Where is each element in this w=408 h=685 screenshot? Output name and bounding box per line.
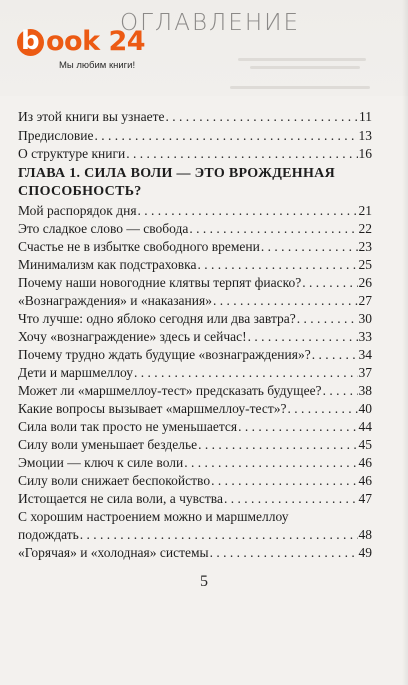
toc-entry-page: 13 [358, 128, 372, 143]
toc-entry-page: 44 [358, 419, 372, 434]
toc-entry-page: 25 [358, 257, 372, 272]
toc-entry-page: 26 [358, 275, 372, 290]
toc-entry-title: Какие вопросы вызывает «маршмеллоу-тест»? [18, 401, 287, 416]
toc-entry-title: Почему трудно ждать будущие «вознаграждения»? [18, 347, 311, 362]
toc-leader [134, 365, 357, 381]
toc-entry-page: 21 [358, 203, 372, 218]
toc-leader [248, 329, 358, 345]
toc-entry-page: 22 [358, 221, 372, 236]
toc-entry-title: Минимализм как подстраховка [18, 257, 197, 272]
toc-entry-page: 38 [358, 383, 372, 398]
toc-entry [18, 419, 372, 439]
toc-leader [261, 239, 358, 255]
toc-leader [94, 128, 357, 144]
page-number: 5 [200, 573, 208, 590]
toc-leader [213, 293, 358, 309]
toc-entry-title: Что лучше: одно яблоко сегодня или два завтра? [18, 311, 296, 326]
toc-entry-title: О структуре книги [18, 146, 126, 161]
toc-entry-title: Силу воли уменьшает безделье [18, 437, 198, 452]
toc-leader [211, 473, 357, 489]
toc-entry-title: Сила воли так просто не уменьшается [18, 419, 238, 434]
toc-entry-title: подождать [18, 527, 79, 542]
toc-entry [18, 545, 372, 565]
toc-entry-title: Силу воли снижает беспокойство [18, 473, 211, 488]
toc-leader [184, 455, 357, 471]
toc-leader [302, 275, 357, 291]
toc-entry-title: Это сладкое слово — свобода [18, 221, 189, 236]
toc-entry [18, 401, 372, 421]
toc-entry [18, 383, 372, 403]
bleed-through-line [230, 86, 370, 89]
toc-leader [189, 221, 357, 237]
book24-logo [17, 26, 146, 75]
toc-entry [18, 437, 372, 457]
toc-leader [210, 545, 358, 561]
toc-entry-title: Дети и маршмеллоу [18, 365, 134, 380]
toc-entry-page: 33 [358, 329, 372, 344]
toc-entry-title: Истощается не сила воли, а чувства [18, 491, 223, 506]
toc-entry [18, 455, 372, 475]
chapter-heading [18, 165, 338, 201]
toc-entry-page: 30 [358, 311, 372, 326]
toc-entry [18, 293, 372, 313]
toc-leader [138, 203, 358, 219]
toc-entry [18, 473, 372, 493]
toc-entry-page: 45 [358, 437, 372, 452]
toc-entry-page: 40 [358, 401, 372, 416]
toc-entry-title: С хорошим настроением можно и маршмеллоу [18, 509, 289, 524]
toc-entry-page: 46 [358, 473, 372, 488]
toc-entry-title: Предисловие [18, 128, 94, 143]
toc-entry-page: 34 [358, 347, 372, 362]
toc-entry-title: Может ли «маршмеллоу-тест» предсказать будущее? [18, 383, 322, 398]
toc-entry [18, 128, 372, 148]
toc-entry [18, 239, 372, 259]
toc-entry-title: «Горячая» и «холодная» системы [18, 545, 209, 560]
toc-leader [323, 383, 358, 399]
toc-leader [238, 419, 357, 435]
toc-entry-page: 46 [358, 455, 372, 470]
logo-tagline: Мы любим книги! [59, 60, 136, 71]
toc-entry [18, 146, 372, 166]
toc-entry-page: 48 [358, 527, 372, 542]
toc-entry-page: 37 [358, 365, 372, 380]
toc-entry-page: 16 [358, 146, 372, 161]
toc-entry-title: Почему наши новогодние клятвы терпят фиаско? [18, 275, 302, 290]
toc-leader [288, 401, 358, 417]
toc-entry [18, 203, 372, 223]
toc-entry [18, 221, 372, 241]
toc-leader [165, 109, 358, 125]
bleed-through-line [250, 66, 360, 69]
toc-entry-page: 11 [359, 109, 372, 124]
toc-entry-page: 49 [358, 545, 372, 560]
toc-entry [18, 329, 372, 349]
toc-entry [18, 311, 372, 331]
toc-entry-page: 27 [358, 293, 372, 308]
chapter-heading-line: ГЛАВА 1. СИЛА ВОЛИ — ЭТО ВРОЖДЕННАЯ [18, 166, 335, 181]
toc-leader [312, 347, 358, 363]
toc-entry [18, 347, 372, 367]
toc-entry [18, 365, 372, 385]
toc-entry-page: 23 [358, 239, 372, 254]
toc-entry-title: Счастье не в избытке свободного времени [18, 239, 260, 254]
logo-brand-text: ook 24 [46, 26, 146, 57]
toc-entry [18, 491, 372, 511]
bleed-through-line [238, 58, 366, 61]
toc-leader [297, 311, 358, 327]
toc-entry-title: Эмоции — ключ к силе воли [18, 455, 184, 470]
toc-header-title: ОГЛАВЛЕНИЕ [120, 10, 301, 36]
toc-entry-continued [18, 509, 372, 529]
page-edge-shadow [402, 0, 408, 685]
logo-b-badge [17, 26, 44, 56]
toc-entry [18, 275, 372, 295]
toc-entry-title: Из этой книги вы узнаете [18, 109, 165, 124]
toc-entry-page: 47 [358, 491, 372, 506]
toc-entry [18, 527, 372, 547]
toc-leader [224, 491, 358, 507]
toc-entry [18, 257, 372, 277]
logo-letter: b [21, 26, 40, 56]
toc-entry-title: Хочу «вознаграждение» здесь и сейчас! [18, 329, 247, 344]
toc-entry [18, 109, 372, 129]
chapter-heading-line: СПОСОБНОСТЬ? [18, 184, 142, 199]
toc-leader [198, 257, 358, 273]
toc-leader [80, 527, 358, 543]
toc-entry-title: «Вознаграждения» и «наказания» [18, 293, 212, 308]
toc-leader [126, 146, 357, 162]
toc-entry-title: Мой распорядок дня [18, 203, 137, 218]
toc-leader [198, 437, 357, 453]
page-header [0, 0, 408, 96]
